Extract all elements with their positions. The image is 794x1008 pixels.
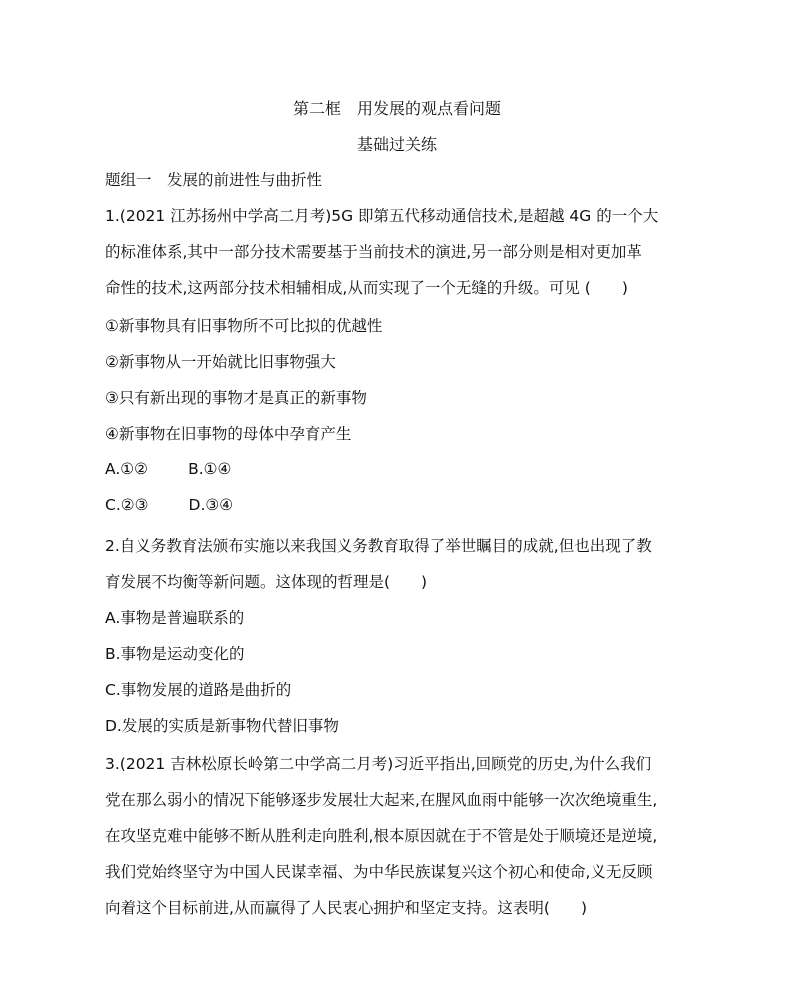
q1-option-a: A.①② <box>105 460 149 478</box>
q1-line-1: 1.(2021 江苏扬州中学高二月考)5G 即第五代移动通信技术,是超越 4G 的一个大 <box>105 207 659 225</box>
q1-option-c: C.②③ <box>105 496 149 514</box>
page-title: 第二框 用发展的观点看问题 <box>292 99 501 118</box>
q1-option-d: D.③④ <box>188 496 234 514</box>
q1-option-b: B.①④ <box>188 460 232 478</box>
q1-line-3: 命性的技术,这两部分技术相辅相成,从而实现了一个无缝的升级。可见 ( ) <box>105 279 628 297</box>
q2-line-1: 2.自义务教育法颁布实施以来我国义务教育取得了举世瞩目的成就,但也出现了教 <box>105 537 652 555</box>
page-subtitle: 基础过关练 <box>356 135 437 154</box>
q1-line-2: 的标准体系,其中一部分技术需要基于当前技术的演进,另一部分则是相对更加革 <box>105 243 642 261</box>
q2-option-b: B.事物是运动变化的 <box>105 645 245 663</box>
q1-options-row-2 <box>105 496 233 514</box>
q3-line-2: 党在那么弱小的情况下能够逐步发展壮大起来,在腥风血雨中能够一次次绝境重生, <box>105 791 658 809</box>
q1-item-3: ③只有新出现的事物才是真正的新事物 <box>105 389 367 407</box>
q2-option-c: C.事物发展的道路是曲折的 <box>105 681 292 699</box>
q1-options-row-1 <box>105 460 231 478</box>
group-heading: 题组一 发展的前进性与曲折性 <box>105 171 323 189</box>
q2-line-2: 育发展不均衡等新问题。这体现的哲理是( ) <box>105 573 428 591</box>
q1-item-4: ④新事物在旧事物的母体中孕育产生 <box>105 425 352 443</box>
q2-option-a: A.事物是普遍联系的 <box>105 609 245 627</box>
q3-line-3: 在攻坚克难中能够不断从胜利走向胜利,根本原因就在于不管是处于顺境还是逆境, <box>105 827 658 845</box>
q3-line-5: 向着这个目标前进,从而赢得了人民衷心拥护和坚定支持。这表明( ) <box>105 899 588 917</box>
q1-item-1: ①新事物具有旧事物所不可比拟的优越性 <box>105 317 383 335</box>
q3-line-1: 3.(2021 吉林松原长岭第二中学高二月考)习近平指出,回顾党的历史,为什么我们 <box>105 755 652 773</box>
q3-line-4: 我们党始终坚守为中国人民谋幸福、为中华民族谋复兴这个初心和使命,义无反顾 <box>105 863 653 881</box>
q1-item-2: ②新事物从一开始就比旧事物强大 <box>105 353 336 371</box>
q2-option-d: D.发展的实质是新事物代替旧事物 <box>105 717 339 735</box>
